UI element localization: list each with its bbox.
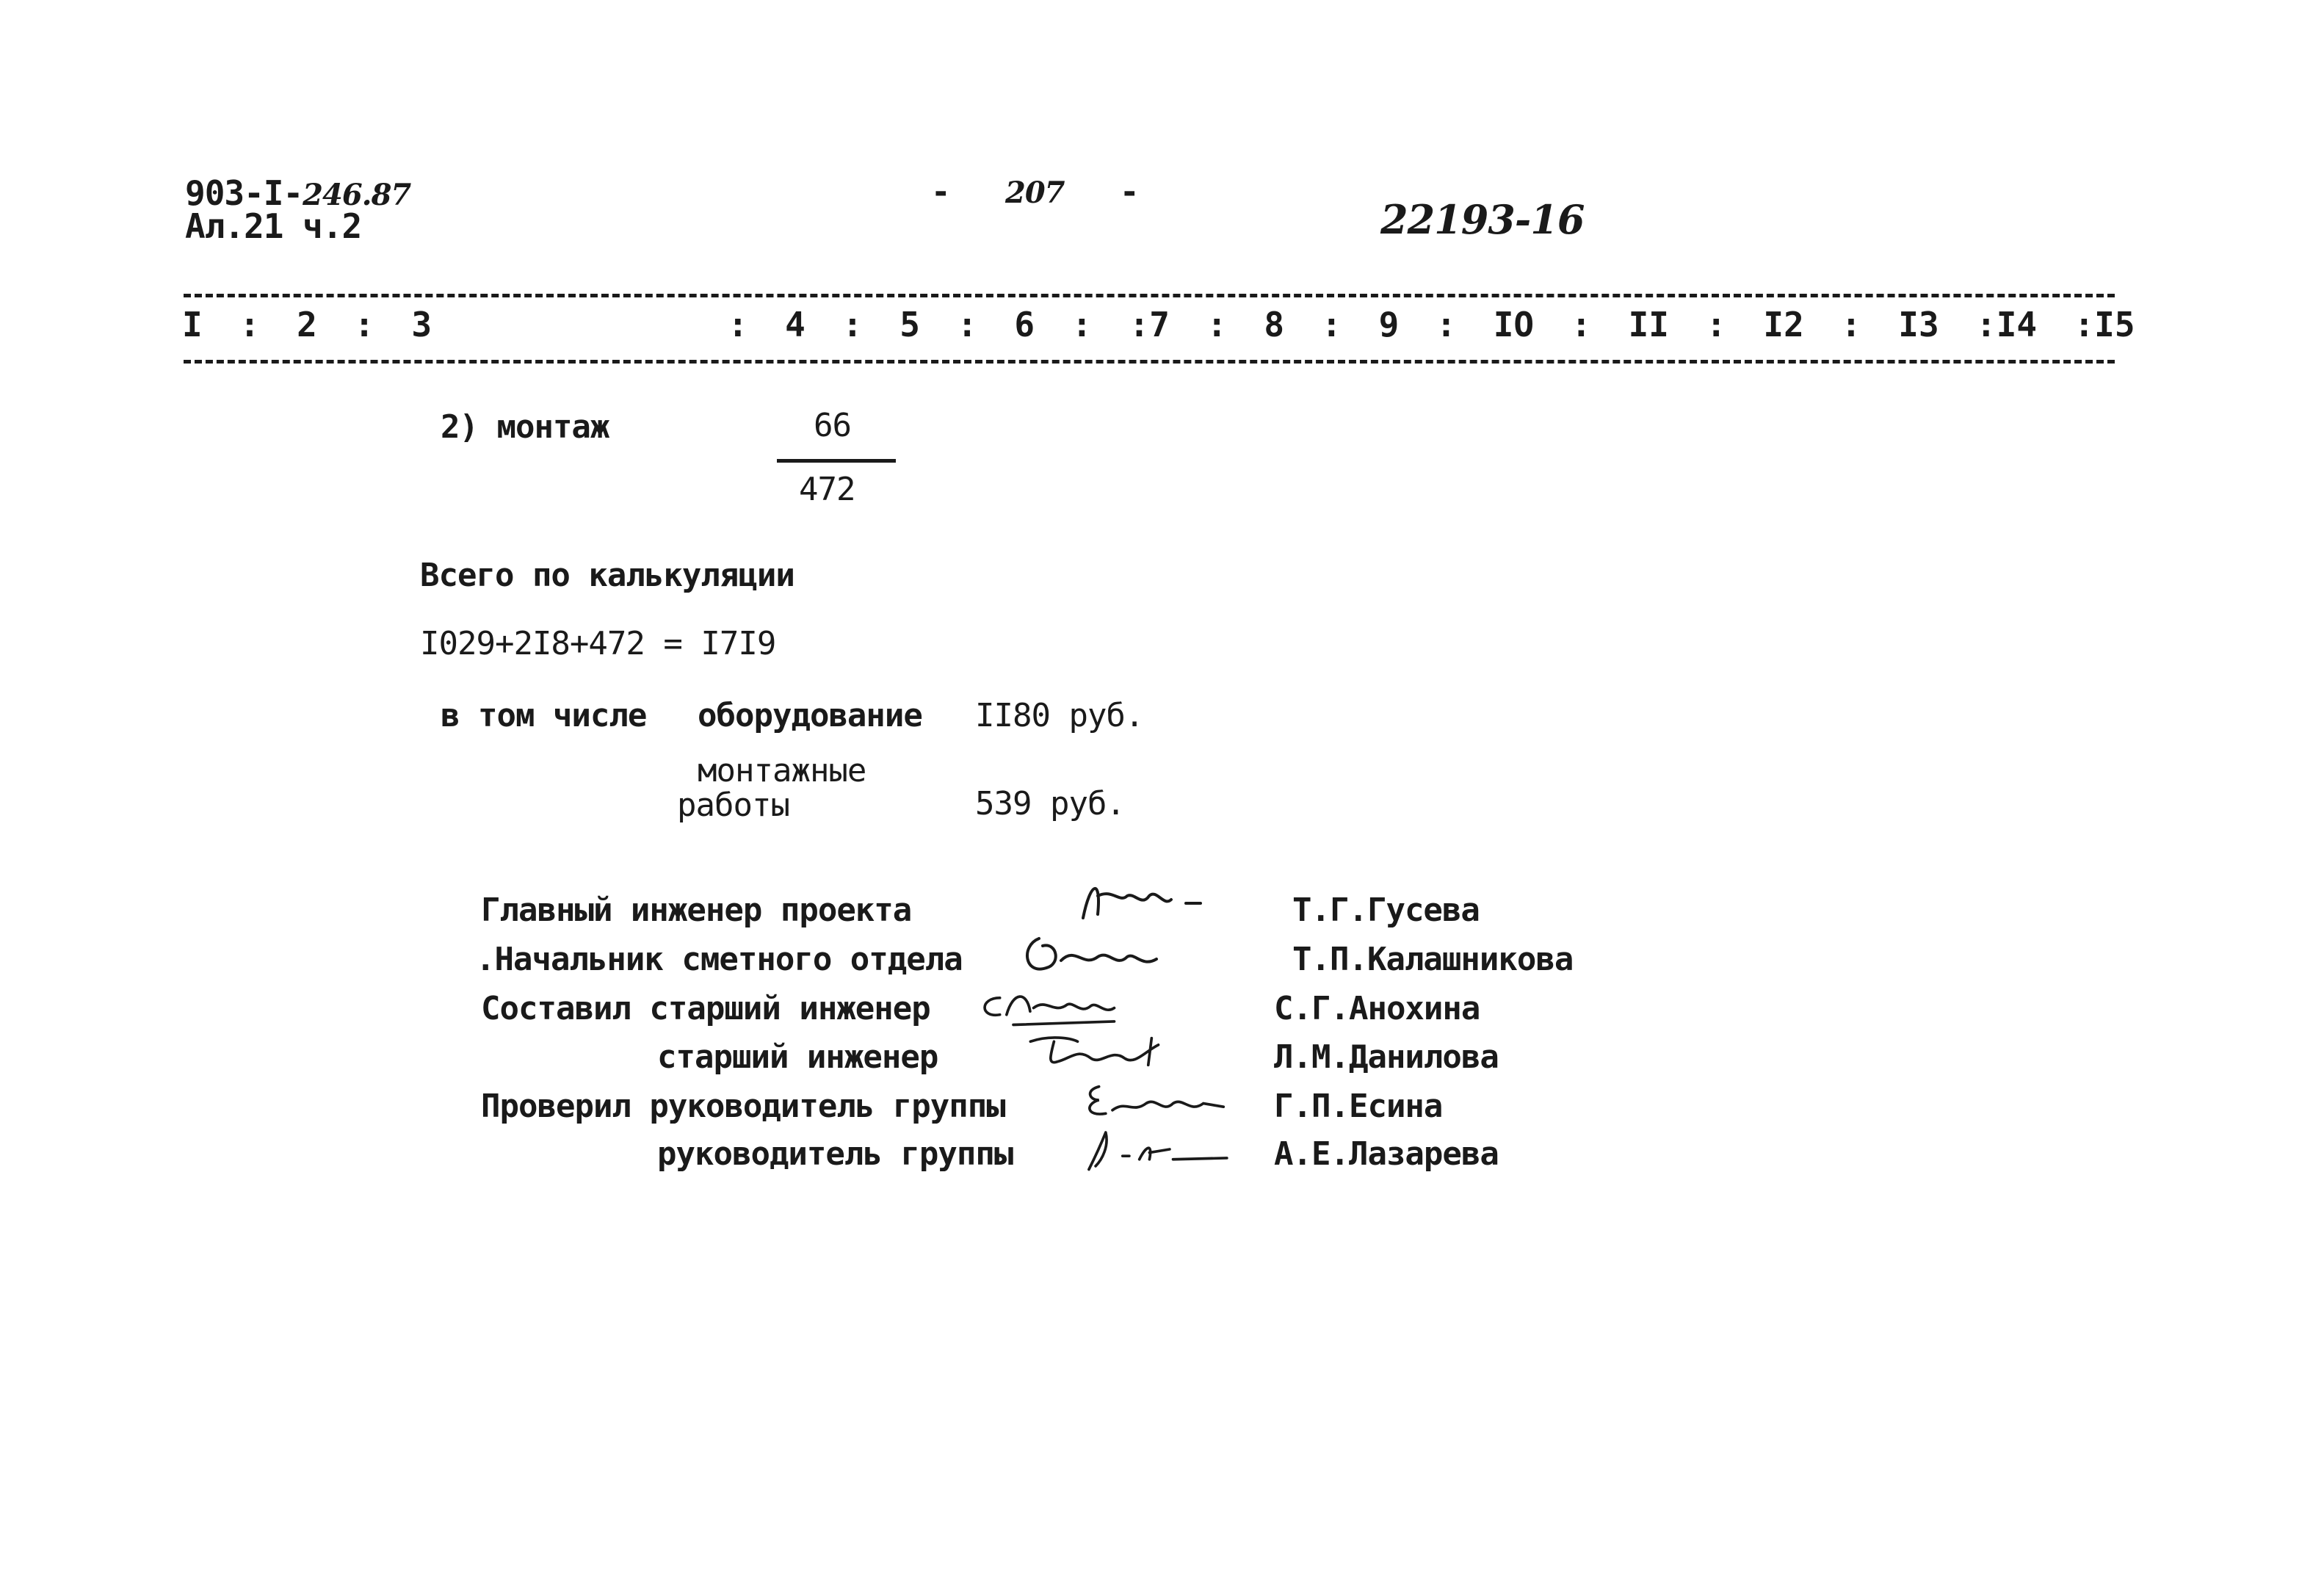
column-label: :I5: [2074, 305, 2135, 344]
including-label: в том числе: [441, 697, 647, 734]
signatory-role: .Начальник сметного отдела: [476, 941, 963, 978]
column-label: :: [354, 305, 374, 344]
column-label: 3: [411, 305, 432, 344]
signatory-name: Т.П.Калашникова: [1292, 941, 1574, 978]
column-label: :: [1071, 305, 1093, 344]
column-label: II: [1628, 305, 1669, 344]
doc-code-printed: 903-I-: [185, 173, 303, 213]
fraction-denominator: 472: [799, 471, 855, 508]
signatory-name: Т.Г.Гусева: [1292, 892, 1480, 929]
page-number: [931, 173, 1139, 211]
montage-label: 2) монтаж: [441, 408, 609, 446]
fraction-numerator: 66: [814, 407, 851, 444]
page-number-handwritten: 207: [1005, 176, 1065, 210]
works-label-line1: монтажные: [698, 752, 866, 789]
column-numbers: [182, 305, 2135, 344]
column-label: :: [957, 305, 978, 344]
signatory-name: А.Е.Лазарева: [1274, 1135, 1499, 1173]
page-dash-right: -: [1120, 173, 1139, 211]
works-value: 539 руб.: [975, 785, 1125, 822]
column-label: I2: [1763, 305, 1804, 344]
doc-code-handwritten: 246.87: [303, 178, 411, 212]
column-label: 9: [1378, 305, 1400, 344]
total-formula: I029+2I8+472 = I7I9: [420, 625, 776, 662]
signatory-name: Л.М.Данилова: [1274, 1038, 1499, 1076]
doc-code: [185, 173, 411, 213]
column-label: :: [1841, 305, 1861, 344]
column-label: :: [842, 305, 863, 344]
signatory-role: Проверил руководитель группы: [481, 1088, 1005, 1125]
signatory-name: Г.П.Есина: [1274, 1088, 1443, 1125]
column-label: :: [1206, 305, 1228, 344]
column-label: :: [1321, 305, 1342, 344]
page-dash-left: -: [931, 173, 950, 211]
column-label: 2: [297, 305, 317, 344]
column-label: :: [239, 305, 260, 344]
column-label: 8: [1264, 305, 1285, 344]
column-label: IO: [1493, 305, 1535, 344]
header-rule-bottom: [184, 360, 2115, 364]
signature-image: [1017, 924, 1179, 983]
signatory-role: руководитель группы: [657, 1135, 1013, 1173]
header-rule-top: [184, 294, 2115, 297]
column-label: :: [1706, 305, 1727, 344]
signature-image: [1072, 1120, 1234, 1179]
column-label: I3: [1898, 305, 1939, 344]
sheet-number: 22193-16: [1380, 196, 1585, 243]
column-label: 5: [899, 305, 920, 344]
works-label-line2: работы: [677, 786, 789, 824]
fraction-bar: [777, 459, 896, 463]
signatory-role: старший инженер: [657, 1038, 938, 1076]
signatory-name: С.Г.Анохина: [1274, 990, 1480, 1027]
column-label: 6: [1014, 305, 1035, 344]
signatory-role: Составил старший инженер: [481, 990, 930, 1027]
column-label: I: [182, 305, 203, 344]
column-label: :: [728, 305, 748, 344]
equipment-label: оборудование: [698, 697, 922, 734]
column-label: :I4: [1976, 305, 2038, 344]
column-label: 4: [785, 305, 806, 344]
column-label: :7: [1129, 305, 1170, 344]
equipment-value: II80 руб.: [975, 697, 1144, 734]
signatory-role: Главный инженер проекта: [481, 892, 912, 929]
column-label: :: [1571, 305, 1592, 344]
album-part: Ал.21 ч.2: [185, 206, 362, 246]
total-title: Всего по калькуляции: [420, 557, 794, 594]
column-label: :: [1436, 305, 1457, 344]
